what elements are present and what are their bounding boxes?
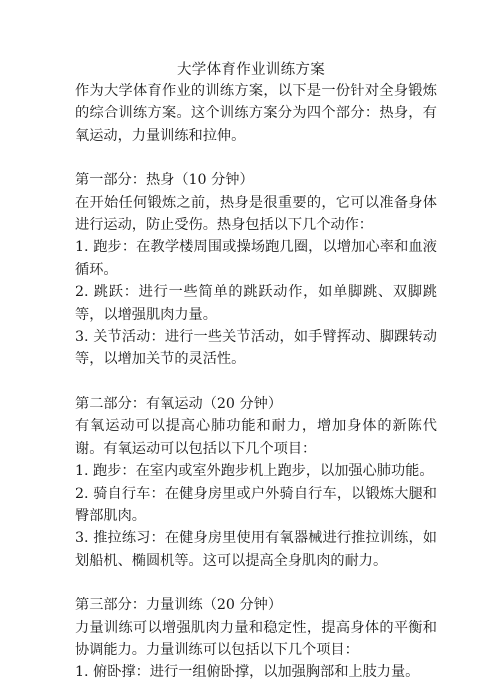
section-description: 有氧运动可以提高心肺功能和耐力，增加身体的新陈代谢。有氧运动可以包括以下几个项目： bbox=[75, 418, 437, 457]
section-heading: 第二部分：有氧运动（20 分钟） bbox=[75, 395, 283, 412]
list-item: 2. 跳跃：进行一些简单的跳跃动作，如单脚跳、双脚跳等，以增强肌肉力量。 bbox=[75, 284, 437, 323]
section-description: 在开始任何锻炼之前，热身是很重要的，它可以准备身体进行运动，防止受伤。热身包括以下几个动作： bbox=[75, 194, 437, 234]
document-title: 大学体育作业训练方案 bbox=[177, 62, 325, 78]
document-body bbox=[75, 80, 437, 684]
intro-paragraph: 作为大学体育作业的训练方案，以下是一份针对全身锻炼的综合训练方案。这个训练方案分为四个部分：热身，有氧运动，力量训练和拉伸。 bbox=[75, 83, 437, 144]
list-item: 3. 推拉练习：在健身房里使用有氧器械进行推拉训练，如划船机、椭圆机等。这可以提高全身肌肉的耐力。 bbox=[75, 530, 437, 569]
list-item: 1. 跑步：在教学楼周围或操场跑几圈，以增加心率和血液循环。 bbox=[75, 239, 437, 278]
list-item: 2. 骑自行车：在健身房里或户外骑自行车，以锻炼大腿和臀部肌肉。 bbox=[75, 485, 437, 524]
section-heading: 第三部分：力量训练（20 分钟） bbox=[75, 597, 283, 614]
list-item: 1. 俯卧撑：进行一组俯卧撑，以加强胸部和上肢力量。 bbox=[75, 664, 420, 681]
list-item: 1. 跑步：在室内或室外跑步机上跑步，以加强心肺功能。 bbox=[75, 463, 434, 480]
section-description: 力量训练可以增强肌肉力量和稳定性，提高身体的平衡和协调能力。力量训练可以包括以下几个项目： bbox=[75, 619, 437, 658]
section-heading: 第一部分：热身（10 分钟） bbox=[75, 172, 254, 189]
list-item: 3. 关节活动：进行一些关节活动，如手臂挥动、脚踝转动等，以增加关节的灵活性。 bbox=[75, 329, 437, 368]
